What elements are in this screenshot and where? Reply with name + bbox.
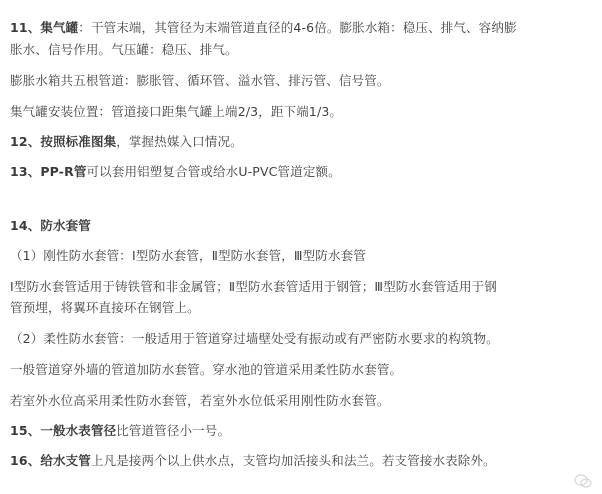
item-11-line-1 — [10, 20, 598, 36]
item-12 — [10, 134, 598, 150]
paragraph-gas-tank — [10, 104, 598, 120]
item-15 — [10, 423, 598, 439]
paragraph-rigid-sleeve — [10, 248, 598, 264]
item-11-text-cont: 胀水、信号作用。气压罐：稳压、排气。 — [10, 42, 238, 57]
gas-tank-text: 集气罐安装位置：管道接口距集气罐上端2/3，距下端1/3。 — [10, 104, 343, 119]
paragraph-expansion-tank — [10, 73, 598, 89]
paragraph-rigid-detail-line-2 — [10, 300, 598, 316]
item-14-heading — [10, 218, 598, 234]
item-13 — [10, 164, 598, 180]
item-13-label: 13、PP-R管 — [10, 164, 87, 179]
item-13-text: 可以套用铝塑复合管或给水U-PVC管道定额。 — [86, 164, 341, 179]
item-15-text: 比管道管径小一号。 — [116, 423, 231, 438]
watermark-logo-icon — [574, 474, 592, 488]
item-16 — [10, 453, 598, 469]
groundwater-text: 若室外水位高采用柔性防水套管，若室外水位低采用刚性防水套管。 — [10, 393, 390, 408]
expansion-tank-text: 膨胀水箱共五根管道：膨胀管、循环管、溢水管、排污管、信号管。 — [10, 73, 390, 88]
item-16-label: 16、给水支管 — [10, 453, 91, 468]
rigid-sleeve-text: （1）刚性防水套管：Ⅰ型防水套管，Ⅱ型防水套管，Ⅲ型防水套管 — [10, 248, 366, 263]
item-12-label: 12、按照标准图集 — [10, 134, 117, 149]
paragraph-flexible-sleeve — [10, 331, 598, 347]
paragraph-general-pipes — [10, 362, 598, 378]
item-15-label: 15、一般水表管径 — [10, 423, 117, 438]
paragraph-groundwater — [10, 393, 598, 409]
rigid-detail-text: Ⅰ型防水套管适用于铸铁管和非金属管；Ⅱ型防水套管适用于钢管；Ⅲ型防水套管适用于钢 — [10, 279, 497, 294]
item-11-label: 11、集气罐 — [10, 20, 79, 35]
general-pipes-text: 一般管道穿外墙的管道加防水套管。穿水池的管道采用柔性防水套管。 — [10, 362, 403, 377]
paragraph-rigid-detail-line-1 — [10, 279, 598, 295]
flexible-sleeve-text: （2）柔性防水套管：一般适用于管道穿过墙壁处受有振动或有严密防水要求的构筑物。 — [10, 331, 499, 346]
rigid-detail-text-cont: 管预埋，将翼环直接环在钢管上。 — [10, 300, 200, 315]
item-11-line-2 — [10, 42, 598, 58]
item-16-text: 上凡是接两个以上供水点，支管均加活接头和法兰。若支管接水表除外。 — [90, 453, 496, 468]
item-12-text: ，掌握热媒入口情况。 — [116, 134, 243, 149]
item-14-label: 14、防水套管 — [10, 218, 91, 233]
item-11-text: ：干管末端，其管径为末端管道直径的4-6倍。膨胀水箱：稳压、排气、容纳膨 — [78, 20, 517, 35]
